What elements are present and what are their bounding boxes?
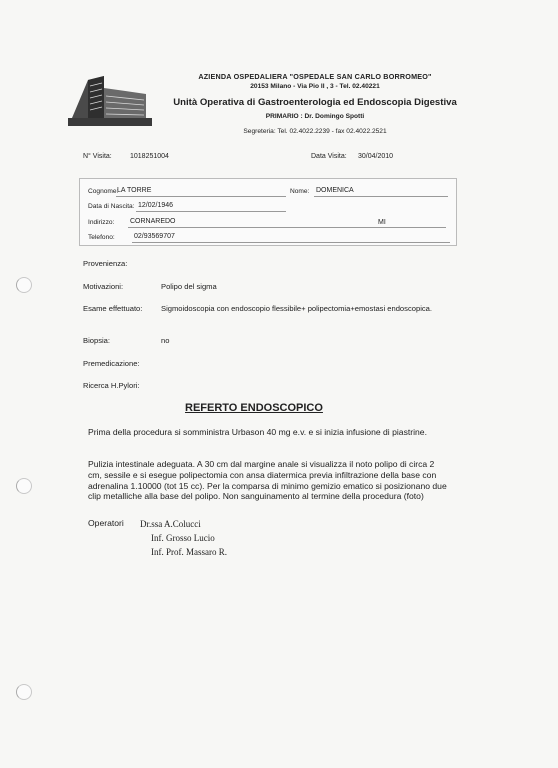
premedication-label: Premedicazione: (83, 359, 140, 368)
address-label: Indirizzo: (88, 219, 115, 226)
field-underline (136, 211, 286, 212)
motivation-label: Motivazioni: (83, 282, 124, 291)
visit-date: 30/04/2010 (358, 153, 394, 160)
phone-label: Telefono: (88, 234, 115, 241)
surname-value: LA TORRE (117, 187, 152, 194)
patient-info-box (79, 178, 457, 246)
hospital-address: 20153 Milano - Via Pio II , 3 - Tel. 02.40221 (250, 83, 380, 90)
address-value: CORNAREDO (130, 218, 176, 225)
visit-number: 1018251004 (130, 153, 169, 160)
visit-number-label: N° Visita: (83, 153, 112, 160)
report-title: REFERTO ENDOSCOPICO (185, 402, 323, 414)
exam-value: Sigmoidoscopia con endoscopio flessibile+ polipectomia+emostasi endoscopica. (161, 304, 433, 313)
exam-label: Esame effettuato: (83, 304, 143, 313)
biopsy-label: Biopsia: (83, 336, 111, 345)
segreteria: Segreteria: Tel. 02.4022.2239 - fax 02.4022.2521 (243, 128, 387, 135)
operators-label: Operatori (88, 518, 124, 528)
punch-hole (16, 277, 32, 293)
birth-label: Data di Nascita: (88, 203, 135, 210)
field-underline (132, 242, 450, 243)
punch-hole (16, 684, 32, 700)
name-label: Nome: (290, 188, 310, 195)
provenance-label: Provenienza: (83, 259, 128, 268)
field-underline (314, 196, 448, 197)
operator-3: Inf. Prof. Massaro R. (151, 547, 227, 557)
hospital-name: AZIENDA OSPEDALIERA "OSPEDALE SAN CARLO BORROMEO" (198, 72, 432, 81)
report-paragraph-1: Prima della procedura si somministra Urbason 40 mg e.v. e si inizia infusione di piastrine. (88, 427, 427, 437)
surname-label: Cognome: (88, 188, 119, 195)
biopsy-value: no (161, 336, 170, 345)
field-underline (116, 196, 286, 197)
name-value: DOMENICA (316, 187, 354, 194)
operator-1: Dr.ssa A.Colucci (140, 519, 201, 529)
report-paragraph-2: Pulizia intestinale adeguata. A 30 cm dal margine anale si visualizza il noto polipo di circa 2 cm, sessile e si esegue polipectomia con ansa diatermica previa infiltrazione della base con adrenalina 1.10000 (tot 15 cc). Per la comparsa di minimo gemizio ematico si posizionano due clip metalliche alla base del polipo. Non sanguinamento al termine della procedura (foto) (88, 459, 447, 502)
primario: PRIMARIO : Dr. Domingo Spotti (265, 113, 365, 120)
hospital-building-logo (68, 66, 152, 126)
field-underline (128, 227, 446, 228)
birth-value: 12/02/1946 (138, 202, 174, 209)
punch-hole (16, 478, 32, 494)
unit-name: Unità Operativa di Gastroenterologia ed Endoscopia Digestiva (173, 97, 457, 108)
motivation-value: Polipo del sigma (161, 282, 217, 291)
province-value: MI (378, 219, 386, 226)
hpylori-label: Ricerca H.Pylori: (83, 381, 140, 390)
phone-value: 02/93569707 (134, 233, 175, 240)
visit-date-label: Data Visita: (311, 153, 347, 160)
operator-2: Inf. Grosso Lucio (151, 533, 215, 543)
